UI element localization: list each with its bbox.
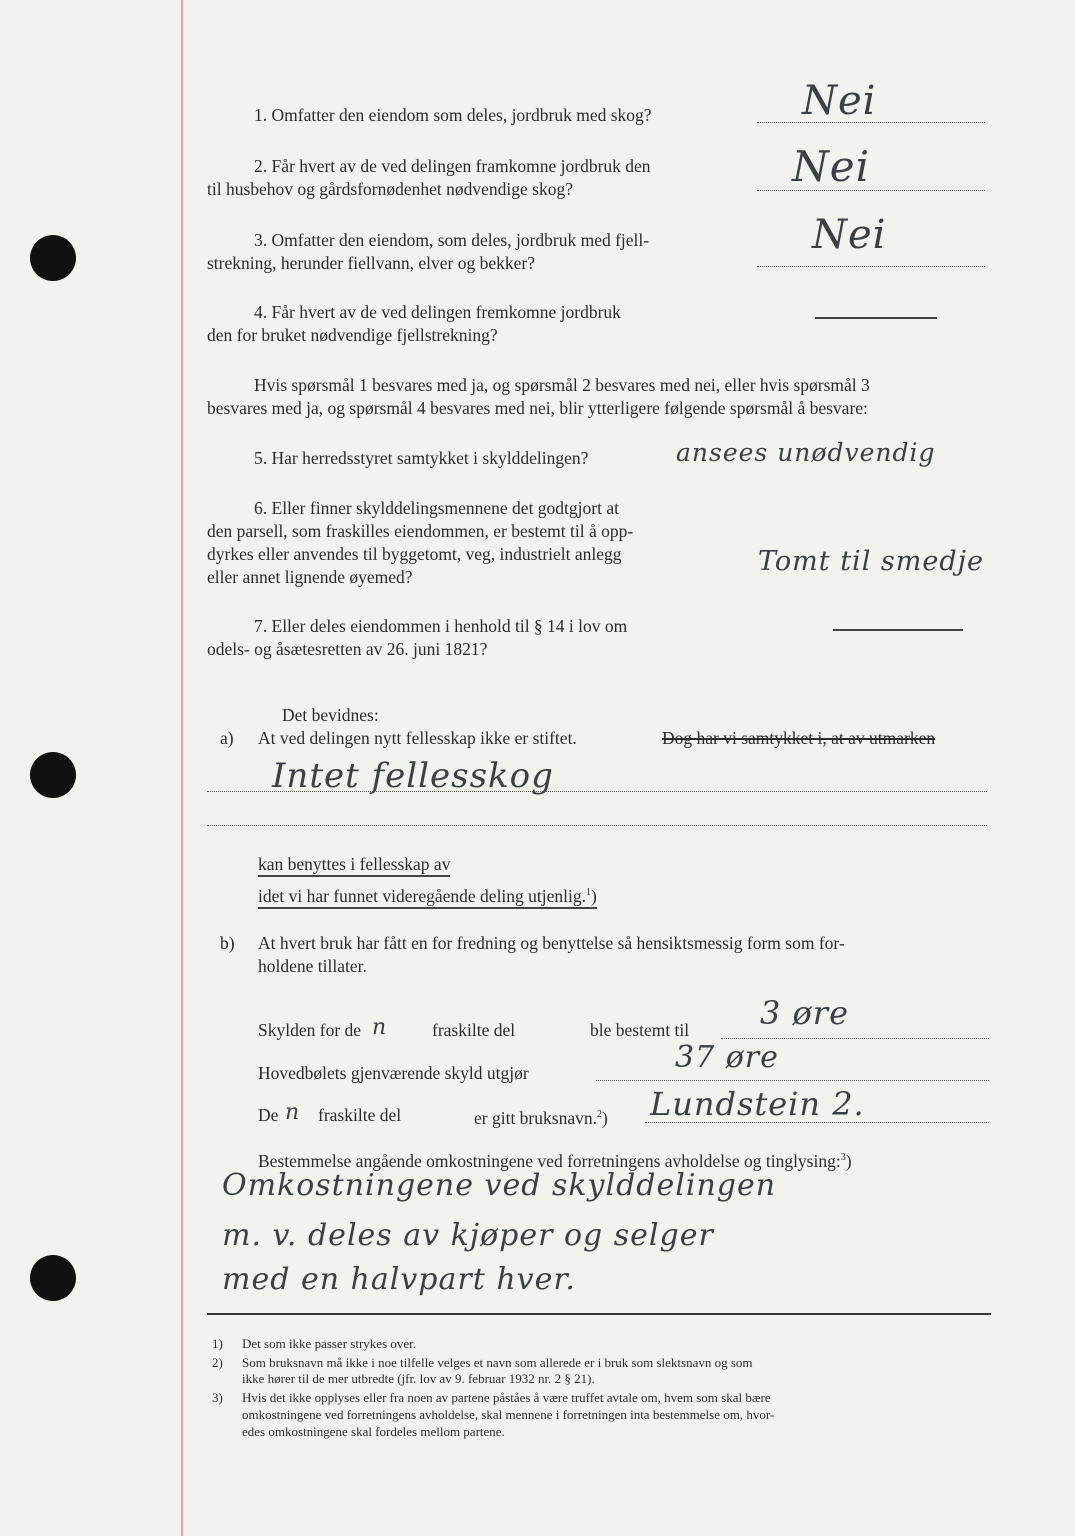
bruksnavn-hw-suffix: n xyxy=(285,1100,301,1125)
answer-6: Tomt til smedje xyxy=(758,546,984,577)
clause-a-label: a) xyxy=(220,728,234,748)
bruksnavn-label-b: fraskilte del xyxy=(318,1105,402,1125)
fill-line xyxy=(207,825,987,826)
answer-dash-7 xyxy=(833,629,963,631)
question-3-line2: strekning, herunder fiellvann, elver og bekker? xyxy=(207,253,535,273)
footnote-rule xyxy=(207,1313,991,1315)
answer-5: ansees unødvendig xyxy=(676,438,936,467)
footnote-2a: Som bruksnavn må ikke i noe tilfelle velges et navn som allerede er i bruk som slektsnavn og som xyxy=(242,1355,753,1370)
margin-line xyxy=(181,0,183,1536)
clause-a-handwritten: Intet fellesskog xyxy=(272,756,554,796)
bruksnavn-label-a: De xyxy=(258,1105,279,1125)
footnote-1: Det som ikke passer strykes over. xyxy=(242,1336,417,1351)
punch-hole xyxy=(30,752,76,798)
cost-handwritten-3: med en halvpart hver. xyxy=(222,1262,576,1297)
clause-a-line4: idet vi har funnet videregående deling utjenlig.$^1$) xyxy=(258,882,597,909)
question-7-line2: odels- og åsætesretten av 26. juni 1821? xyxy=(207,639,488,659)
footnote-3-mark: 3) xyxy=(212,1390,223,1405)
answer-2: Nei xyxy=(792,142,871,191)
skyld-hw-suffix: n xyxy=(372,1015,388,1040)
answer-1: Nei xyxy=(802,78,877,124)
footnote-3c: edes omkostningene skal fordeles mellom partene. xyxy=(242,1424,505,1439)
punch-hole xyxy=(30,1255,76,1301)
hovedbol-label: Hovedbølets gjenværende skyld utgjør xyxy=(258,1063,529,1083)
clause-b-line1: At hvert bruk har fått en for fredning og benyttelse så hensiktsmessig form som for- xyxy=(258,933,845,953)
bevidnes-heading: Det bevidnes: xyxy=(282,705,379,725)
answer-line xyxy=(596,1080,989,1081)
skyld-label-b: fraskilte del xyxy=(432,1020,516,1040)
bruksnavn-label-c: er gitt bruksnavn.$^2$) xyxy=(474,1107,608,1128)
question-6-line4: eller annet lignende øyemed? xyxy=(207,567,413,587)
clause-a-text: At ved delingen nytt fellesskap ikke er stiftet. xyxy=(258,728,577,748)
footnote-1-mark: 1) xyxy=(212,1336,223,1351)
answer-line xyxy=(721,1038,989,1039)
footnote-3b: omkostningene ved forretningens avholdelse, skal mennene i forretningen inta bestemmelse om, hvor- xyxy=(242,1407,775,1422)
question-3-line1: 3. Omfatter den eiendom, som deles, jordbruk med fjell- xyxy=(254,230,650,250)
footnote-3a: Hvis det ikke opplyses eller fra noen av partene påståes å være truffet avtale om, hvem som skal bære xyxy=(242,1390,771,1405)
clause-b-label: b) xyxy=(220,933,235,953)
answer-dash-4 xyxy=(815,317,937,319)
cost-handwritten-2: m. v. deles av kjøper og selger xyxy=(222,1218,714,1253)
question-5: 5. Har herredsstyret samtykket i skylddelingen? xyxy=(254,448,589,468)
question-6-line1: 6. Eller finner skylddelingsmennene det godtgjort at xyxy=(254,498,619,518)
skyld-label-c: ble bestemt til xyxy=(590,1020,690,1040)
skyld-value: 3 øre xyxy=(760,994,850,1032)
question-7-line1: 7. Eller deles eiendommen i henhold til § 14 i lov om xyxy=(254,616,628,636)
clause-a-struck: Dog har vi samtykket i, at av utmarken xyxy=(662,728,936,748)
clause-b-line2: holdene tillater. xyxy=(258,956,367,976)
question-2-line1: 2. Får hvert av de ved delingen framkomne jordbruk den xyxy=(254,156,651,176)
question-6-line2: den parsell, som fraskilles eiendommen, er bestemt til å opp- xyxy=(207,521,634,541)
answer-line xyxy=(757,266,985,267)
fill-line xyxy=(207,791,987,792)
conditional-line2: besvares med ja, og spørsmål 4 besvares med nei, blir ytterligere følgende spørsmål å besvare: xyxy=(207,398,868,418)
footnote-2b: ikke hører til de mer utbredte (jfr. lov av 9. februar 1932 nr. 2 § 21). xyxy=(242,1371,595,1386)
question-1: 1. Omfatter den eiendom som deles, jordbruk med skog? xyxy=(254,105,652,125)
bruksnavn-value: Lundstein 2. xyxy=(650,1085,865,1123)
skyld-label-a: Skylden for de xyxy=(258,1020,362,1040)
question-6-line3: dyrkes eller anvendes til byggetomt, veg, industrielt anlegg xyxy=(207,544,622,564)
answer-3: Nei xyxy=(812,212,887,258)
punch-hole xyxy=(30,235,76,281)
cost-handwritten-1: Omkostningene ved skylddelingen xyxy=(222,1168,777,1203)
question-2-line2: til husbehov og gårdsfornødenhet nødvendige skog? xyxy=(207,179,573,199)
question-4-line2: den for bruket nødvendige fjellstrekning? xyxy=(207,325,498,345)
cost-label: Bestemmelse angående omkostningene ved forretningens avholdelse og tinglysing:$^3$) xyxy=(258,1150,852,1171)
conditional-line1: Hvis spørsmål 1 besvares med ja, og spørsmål 2 besvares med nei, eller hvis spørsmål 3 xyxy=(254,375,870,395)
clause-a-line3: kan benyttes i fellesskap av xyxy=(258,853,450,877)
question-4-line1: 4. Får hvert av de ved delingen fremkomne jordbruk xyxy=(254,302,621,322)
footnote-2-mark: 2) xyxy=(212,1355,223,1370)
hovedbol-value: 37 øre xyxy=(675,1040,779,1075)
